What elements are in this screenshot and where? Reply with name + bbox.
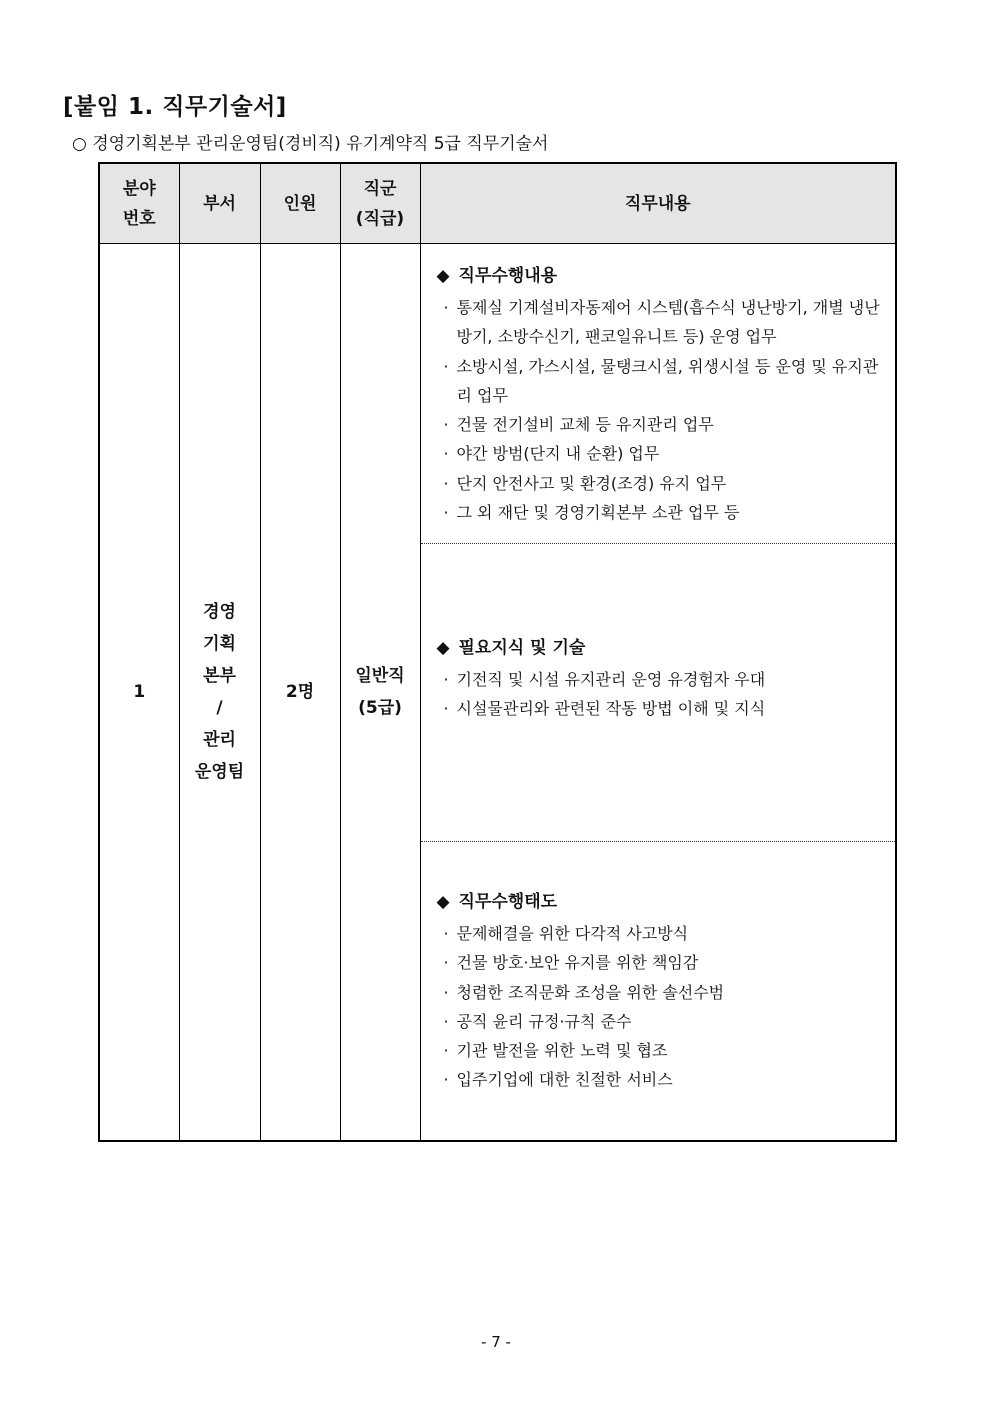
- list-item: [437, 410, 888, 439]
- department-line: 경영: [203, 602, 236, 622]
- bullet-icon: ·: [443, 699, 449, 719]
- section-items: [437, 665, 888, 724]
- grade-line2: (5급): [358, 698, 402, 718]
- section-title: [437, 262, 888, 291]
- page-subheading: ○ 경영기획본부 관리운영팀(경비직) 유기계약직 5급 직무기술서: [72, 134, 549, 154]
- bullet-icon: ·: [443, 1070, 449, 1090]
- list-item-text: 그 외 재단 및 경영기획본부 소관 업무 등: [456, 503, 740, 523]
- grade-line1: 일반직: [355, 666, 405, 686]
- bullet-icon: ·: [443, 298, 449, 317]
- list-item: [437, 469, 888, 498]
- list-item: [437, 1036, 888, 1065]
- department-line: 기획: [203, 634, 236, 654]
- list-item-text: 통제실 기계설비자동제어 시스템(흡수식 냉난방기, 개별 냉난방기, 소방수신기, 팬코일유니트 등) 운영 업무: [456, 298, 880, 347]
- department-line: 본부: [203, 666, 236, 686]
- required-knowledge-section: [421, 544, 896, 842]
- bullet-icon: ·: [443, 924, 449, 943]
- header-field-no-line2: 번호: [122, 208, 156, 229]
- list-item: [437, 439, 888, 468]
- list-item: [437, 948, 888, 977]
- list-item-text: 공직 윤리 규정·규칙 준수: [456, 1011, 632, 1031]
- bullet-icon: ·: [443, 356, 449, 376]
- list-item-text: 입주기업에 대한 친절한 서비스: [456, 1070, 673, 1090]
- bullet-icon: ·: [443, 503, 449, 523]
- list-item: [437, 694, 888, 723]
- header-department: 부서: [179, 163, 260, 244]
- list-item: [437, 665, 888, 694]
- list-item-text: 시설물관리와 관련된 작동 방법 이해 및 지식: [456, 699, 766, 719]
- bullet-icon: ·: [443, 982, 449, 1002]
- list-item-text: 소방시설, 가스시설, 물탱크시설, 위생시설 등 운영 및 유지관리 업무: [456, 356, 879, 405]
- header-grade-line2: (직급): [355, 208, 405, 229]
- section-items: [437, 293, 888, 527]
- list-item: [437, 919, 888, 948]
- cell-headcount: 2명: [260, 244, 340, 1142]
- table-row: [99, 244, 896, 1142]
- department-line: 운영팀: [194, 762, 245, 782]
- page-heading: [붙임 1. 직무기술서]: [63, 94, 287, 120]
- bullet-icon: ·: [443, 415, 449, 435]
- list-item-text: 야간 방범(단지 내 순환) 업무: [456, 444, 660, 464]
- table-header-row: [99, 163, 896, 244]
- list-item-text: 건물 전기설비 교체 등 유지관리 업무: [456, 415, 714, 435]
- bullet-icon: ·: [443, 953, 449, 973]
- bullet-icon: ·: [443, 670, 449, 689]
- list-item-text: 문제해결을 위한 다각적 사고방식: [456, 924, 689, 943]
- header-duties: 직무내용: [420, 163, 896, 244]
- list-item-text: 건물 방호·보안 유지를 위한 책임감: [456, 953, 699, 973]
- header-grade-line1: 직군: [363, 178, 397, 199]
- diamond-icon: ◆: [436, 266, 450, 286]
- cell-department: [179, 244, 260, 1142]
- bullet-icon: ·: [443, 1041, 449, 1061]
- header-field-no-line1: 분야: [122, 178, 156, 199]
- work-attitude-section: [421, 842, 896, 1140]
- list-item-text: 단지 안전사고 및 환경(조경) 유지 업무: [456, 473, 727, 493]
- list-item: [437, 352, 888, 411]
- header-headcount: 인원: [260, 163, 340, 244]
- list-item-text: 기관 발전을 위한 노력 및 협조: [456, 1041, 668, 1061]
- section-title-text: 직무수행태도: [458, 892, 558, 912]
- job-description-table: [98, 162, 897, 1142]
- list-item: [437, 498, 888, 527]
- diamond-icon: ◆: [436, 638, 450, 658]
- list-item: [437, 978, 888, 1007]
- diamond-icon: ◆: [436, 892, 450, 912]
- cell-duties: [420, 244, 896, 1142]
- bullet-icon: ·: [443, 1011, 449, 1031]
- list-item: [437, 1065, 888, 1094]
- list-item-text: 청렴한 조직문화 조성을 위한 솔선수범: [456, 982, 725, 1002]
- header-field-no: [99, 163, 179, 244]
- section-title: [437, 888, 888, 917]
- list-item: [437, 1007, 888, 1036]
- department-line: /: [216, 698, 223, 718]
- section-title-text: 직무수행내용: [458, 266, 558, 286]
- section-items: [437, 919, 888, 1095]
- section-title-text: 필요지식 및 기술: [458, 638, 586, 658]
- list-item: [437, 293, 888, 352]
- cell-grade: [340, 244, 420, 1142]
- header-grade: [340, 163, 420, 244]
- section-title: [437, 634, 888, 663]
- bullet-icon: ·: [443, 444, 449, 464]
- duty-performance-section: [421, 244, 896, 544]
- cell-field-no: 1: [99, 244, 179, 1142]
- page-number: - 7 -: [481, 1333, 511, 1351]
- bullet-icon: ·: [443, 473, 449, 493]
- department-line: 관리: [203, 730, 236, 750]
- list-item-text: 기전직 및 시설 유지관리 운영 유경험자 우대: [456, 670, 766, 689]
